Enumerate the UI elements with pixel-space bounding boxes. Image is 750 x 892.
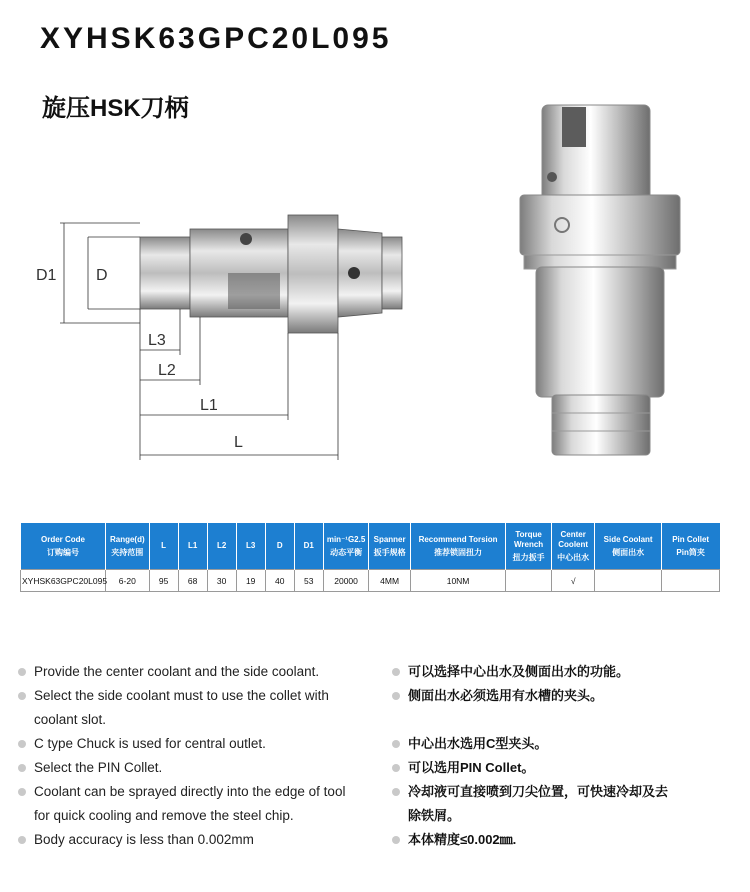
header-label-en: L3 — [246, 541, 256, 550]
feature-item — [18, 828, 368, 852]
feature-line: 本体精度≤0.002㎜. — [408, 832, 517, 847]
table-cell — [661, 570, 719, 592]
table-cell: 95 — [149, 570, 178, 592]
table-header-cell — [106, 523, 150, 570]
table-header-cell — [323, 523, 369, 570]
header-label-en: L — [161, 541, 167, 550]
header-label-cn: 订购编号 — [47, 547, 80, 557]
bolt-hole — [240, 233, 252, 245]
header-label-en: min⁻¹G2.5 — [326, 534, 366, 544]
header-label-cn: Pin筒夹 — [676, 547, 705, 557]
feature-line: 除铁屑。 — [408, 808, 461, 823]
feature-item — [18, 780, 368, 828]
feature-line: 中心出水选用C型夹头。 — [408, 736, 548, 751]
bullet-icon — [392, 836, 400, 844]
product-title: XYHSK63GPC20L095 — [40, 22, 392, 55]
table-cell: 40 — [265, 570, 294, 592]
feature-line: for quick cooling and remove the steel chip. — [34, 808, 294, 823]
feature-item — [392, 708, 732, 732]
bullet-icon — [392, 668, 400, 676]
table-cell: 4MM — [369, 570, 410, 592]
table-header-cell — [595, 523, 661, 570]
feature-line: coolant slot. — [34, 712, 107, 727]
table-header-cell — [369, 523, 410, 570]
bullet-icon — [18, 668, 26, 676]
tool-nose — [140, 237, 190, 309]
header-label-cn: 侧面出水 — [612, 547, 645, 557]
table-cell: 10NM — [410, 570, 505, 592]
feature-item — [18, 684, 368, 732]
tool-cutaway — [228, 273, 280, 309]
table-cell: 6-20 — [106, 570, 150, 592]
header-label-cn: 扭力扳手 — [512, 552, 545, 562]
table-cell: XYHSK63GPC20L095 — [21, 570, 106, 592]
table-header-cell — [178, 523, 207, 570]
table-header-cell — [506, 523, 552, 570]
feature-line: C type Chuck is used for central outlet. — [34, 736, 266, 751]
product-photo — [500, 95, 705, 470]
header-label-en: L1 — [187, 541, 198, 550]
table-row — [21, 570, 720, 592]
bullet-icon — [18, 740, 26, 748]
feature-item — [18, 756, 368, 780]
product-subtitle: 旋压HSK刀柄 — [42, 95, 189, 122]
feature-item — [392, 684, 732, 708]
feature-line — [408, 708, 732, 732]
table-header-cell — [551, 523, 595, 570]
header-label-en: Torque Wrench — [513, 529, 544, 549]
feature-line: Select the PIN Collet. — [34, 760, 163, 775]
feature-item — [392, 660, 732, 684]
table-header-cell — [21, 523, 106, 570]
feature-list-english — [18, 660, 368, 852]
feature-item — [392, 780, 732, 828]
side-hole — [348, 267, 360, 279]
dim-label-l1: L1 — [200, 397, 218, 414]
table-header-cell — [265, 523, 294, 570]
header-label-en: Range(d) — [109, 534, 145, 544]
dim-label-l: L — [234, 434, 243, 451]
feature-item — [18, 660, 368, 684]
header-label-en: L2 — [216, 541, 227, 550]
tool-flange — [288, 215, 338, 333]
table-header-row — [21, 523, 720, 570]
table-header-cell — [410, 523, 505, 570]
table-cell: 68 — [178, 570, 207, 592]
header-label-cn: 夹持范围 — [111, 547, 144, 557]
table-header-cell — [294, 523, 323, 570]
table-header-cell — [236, 523, 265, 570]
bullet-icon — [18, 692, 26, 700]
bullet-icon — [18, 764, 26, 772]
header-label-cn: 推荐锁固扭力 — [434, 547, 483, 557]
tool-shank — [382, 237, 402, 309]
table-cell — [595, 570, 661, 592]
header-label-cn: 中心出水 — [557, 552, 590, 562]
table-cell: 19 — [236, 570, 265, 592]
feature-line: 侧面出水必须选用有水槽的夹头。 — [408, 688, 604, 703]
header-label-en: Center Coolent — [558, 529, 589, 549]
bullet-icon — [392, 740, 400, 748]
table-cell: 30 — [207, 570, 236, 592]
feature-line: 可以选择中心出水及侧面出水的功能。 — [408, 664, 630, 679]
feature-item — [18, 732, 368, 756]
feature-line: 可以选用PIN Collet。 — [408, 760, 535, 775]
table-header-cell — [149, 523, 178, 570]
header-label-en: Side Coolant — [603, 534, 653, 544]
bullet-icon — [392, 692, 400, 700]
header-label-en: Order Code — [41, 534, 86, 544]
feature-line: Coolant can be sprayed directly into the edge of tool — [34, 784, 346, 799]
bullet-icon — [392, 788, 400, 796]
feature-line: 冷却液可直接喷到刀尖位置，可快速冷却及去 — [408, 784, 669, 799]
header-label-cn: 扳手规格 — [373, 547, 406, 557]
dim-label-l3: L3 — [148, 332, 166, 349]
header-label-en: D — [276, 541, 283, 550]
feature-line: Provide the center coolant and the side coolant. — [34, 664, 320, 679]
header-label-en: D1 — [303, 541, 314, 550]
table-cell: 53 — [294, 570, 323, 592]
dim-label-d1: D1 — [36, 267, 57, 284]
spec-table — [20, 523, 720, 592]
bullet-icon — [392, 764, 400, 772]
dim-label-d: D — [96, 267, 108, 284]
header-label-en: Spanner — [373, 534, 406, 544]
table-header-cell — [207, 523, 236, 570]
header-label-en: Pin Collet — [672, 534, 710, 544]
feature-item — [392, 732, 732, 756]
technical-drawing — [30, 195, 430, 475]
bullet-icon — [18, 836, 26, 844]
table-cell: 20000 — [323, 570, 369, 592]
table-cell — [506, 570, 552, 592]
feature-line: Select the side coolant must to use the collet with — [34, 688, 329, 703]
bullet-icon — [18, 788, 26, 796]
table-cell: √ — [551, 570, 595, 592]
header-label-en: Recommend Torsion — [418, 534, 498, 544]
dim-label-l2: L2 — [158, 362, 176, 379]
feature-list-chinese — [392, 660, 732, 852]
table-header-cell — [661, 523, 719, 570]
feature-item — [392, 756, 732, 780]
feature-line: Body accuracy is less than 0.002mm — [34, 832, 254, 847]
header-label-cn: 动态平衡 — [330, 547, 363, 557]
feature-item — [392, 828, 732, 852]
